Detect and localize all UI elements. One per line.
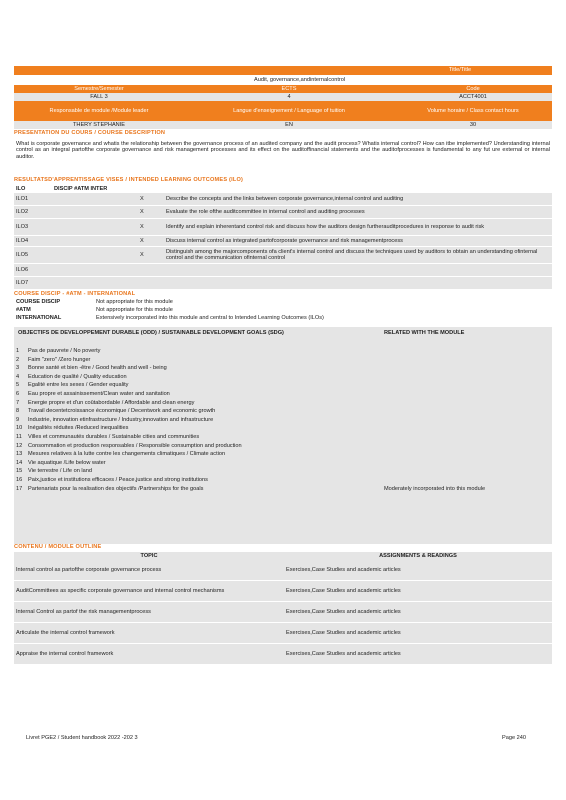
- sdg-item: [14, 451, 552, 460]
- assign-col-header: ASSIGNMENTS & READINGS: [379, 552, 457, 559]
- sdg-item: [14, 408, 552, 417]
- sdg-header-row: [14, 330, 552, 348]
- ilo-id: ILO7: [16, 279, 29, 286]
- page-footer: [26, 735, 526, 741]
- course-type-row: [14, 315, 552, 323]
- code-label: Code: [466, 85, 480, 92]
- sdg-block: [14, 327, 552, 544]
- sdg-number: 6: [16, 390, 20, 397]
- sdg-number: 5: [16, 382, 20, 389]
- content-assignment: Exercises,Case Studies and academic articles: [286, 566, 401, 573]
- sdg-number: 8: [16, 408, 20, 415]
- sdg-item: [14, 417, 552, 426]
- sdg-item: [14, 348, 552, 357]
- sdg-text: Eau propre et assainissement/Clean water and sanitation: [28, 390, 170, 397]
- ilo-id: ILO2: [16, 208, 29, 215]
- ilo-row: [14, 264, 552, 277]
- ilo-col-header: ILO: [16, 185, 26, 192]
- ilo-id: ILO4: [16, 237, 29, 244]
- sdg-list: [14, 348, 552, 494]
- content-assignment: Exercises,Case Studies and academic articles: [286, 587, 401, 594]
- semester-value: FALL 3: [90, 93, 108, 100]
- semester-label: Semestre/Semester: [74, 85, 124, 92]
- sdg-item: [14, 365, 552, 374]
- sdg-text: Vie aquatique /Life below water: [28, 459, 106, 466]
- sdg-number: 14: [16, 459, 23, 466]
- ilo-mid-col-header: DISCIP #ATM INTER: [54, 185, 108, 192]
- sdg-number: 3: [16, 365, 20, 372]
- ilo-description: Evaluate the role ofthe auditcommittee in internal control and auditing processes: [166, 208, 365, 215]
- content-assignment: Exercises,Case Studies and academic articles: [286, 629, 401, 636]
- content-row: [14, 602, 552, 623]
- content-header-row: [14, 552, 552, 560]
- ilo-mark: X: [140, 237, 144, 244]
- course-type-value: Not appropriate for this module: [96, 299, 173, 305]
- title-label: Title/Title: [448, 67, 472, 74]
- syllabus-page: [14, 66, 552, 665]
- course-type-label: COURSE DISCIP: [16, 299, 61, 305]
- sdg-number: 17: [16, 485, 23, 492]
- sdg-text: Faim "zero" /Zero hunger: [28, 356, 91, 363]
- sdg-number: 10: [16, 425, 23, 432]
- course-type-value: Extensively incorporated into this module and central to Intended Learning Outcomes (ILOs): [96, 315, 324, 321]
- topic-col-header: TOPIC: [140, 552, 158, 559]
- sdg-text: Pas de pauvrete / No poverty: [28, 348, 101, 354]
- ilo-id: ILO1: [16, 195, 29, 202]
- ilo-row: [14, 247, 552, 264]
- sdg-text: Consommation et production responsables / Responsible consumption and production: [28, 442, 242, 449]
- ilo-header-row: [14, 185, 552, 193]
- hours-label: Volume horaire / Class contact hours: [427, 107, 519, 114]
- content-row: [14, 581, 552, 602]
- course-type-row: [14, 299, 552, 307]
- sdg-text: Paix,justice et institutions efficaces / Peace,justice and strong institutions: [28, 476, 208, 483]
- content-topic: AuditCommittees as specific corporate governance and internal control mechanisms: [16, 587, 225, 594]
- ilo-row: [14, 236, 552, 247]
- sdg-title: OBJECTIFS DE DEVELOPPEMENT DURABLE (ODD) / SUSTAINABLE DEVELOPMENT GOALS (SDG): [18, 330, 284, 336]
- sdg-number: 2: [16, 356, 20, 363]
- ilo-row: [14, 277, 552, 290]
- ilo-id: ILO3: [16, 223, 29, 230]
- ilo-row: [14, 206, 552, 219]
- ects-label: ECTS: [281, 85, 297, 92]
- title-value: Audit, governance,andinternalcontrol: [254, 76, 346, 83]
- content-table: [14, 560, 552, 665]
- staff-value-row: [14, 121, 552, 129]
- sdg-item: [14, 460, 552, 469]
- sdg-item: [14, 477, 552, 486]
- responsible-value: THERY STEPHANIE: [72, 121, 125, 128]
- sdg-item: [14, 400, 552, 409]
- course-type-row: [14, 307, 552, 315]
- content-row: [14, 623, 552, 644]
- sdg-item: [14, 486, 552, 495]
- content-assignment: Exercises,Case Studies and academic articles: [286, 650, 401, 657]
- sdg-item: [14, 468, 552, 477]
- sdg-number: 1: [16, 348, 20, 354]
- ilo-title: RESULTATSD'APPRENTISSAGE VISES / INTENDED LEARNING OUTCOMES (ILO): [14, 177, 244, 183]
- sdg-number: 7: [16, 399, 20, 406]
- content-assignment: Exercises,Case Studies and academic articles: [286, 608, 401, 615]
- sdg-text: Partenariats pour la realisation des objectifs /Partnerships for the goals: [28, 485, 204, 492]
- staff-label-row: [14, 101, 552, 121]
- sdg-text: Mesures relatives à la lutte contre les changements climatiques / Climate action: [28, 451, 226, 458]
- sdg-text: Villes et communautés durables / Sustainable cities and communities: [28, 433, 200, 440]
- sdg-item: [14, 382, 552, 391]
- content-row: [14, 560, 552, 581]
- sdg-related-value: Moderately incorporated into this module: [384, 485, 486, 492]
- sdg-text: Energie propre et d'un coûtabordable / Affordable and clean energy: [28, 399, 195, 406]
- meta-value-row: [14, 93, 552, 101]
- sdg-item: [14, 443, 552, 452]
- ects-value: 4: [287, 93, 291, 100]
- meta-label-row: [14, 85, 552, 93]
- ilo-id: ILO6: [16, 266, 29, 273]
- responsible-label: Responsable de module /Module leader: [49, 107, 149, 114]
- code-value: ACCT4001: [459, 93, 487, 100]
- hours-value: 30: [469, 121, 477, 128]
- title-header-row: [14, 66, 552, 75]
- title-value-row: [14, 75, 552, 85]
- ilo-mark: X: [140, 223, 144, 230]
- sdg-text: Egalité entre les sexes / Gender equality: [28, 382, 129, 389]
- sdg-number: 16: [16, 476, 23, 483]
- ilo-table: [14, 193, 552, 290]
- sdg-number: 15: [16, 468, 23, 475]
- ilo-mark: X: [140, 208, 144, 215]
- course-type-table: [14, 299, 552, 323]
- sdg-item: [14, 357, 552, 366]
- sdg-related-label: RELATED WITH THE MODULE: [384, 330, 465, 336]
- ilo-description: Discuss internal control as integrated partofcorporate governance and risk managementprocess: [166, 237, 403, 244]
- ilo-id: ILO5: [16, 251, 29, 258]
- content-topic: Appraise the internal control framework: [16, 650, 114, 657]
- course-type-label: #ATM: [16, 307, 31, 313]
- sdg-text: Bonne santé et bien -être / Good health and well - being: [28, 365, 167, 372]
- language-label: Langue d'enseignement / Language of tuition: [233, 107, 345, 114]
- ilo-mark: X: [140, 195, 144, 202]
- sdg-number: 4: [16, 373, 20, 380]
- ilo-description: Distinguish among the majorcomponents ofa client's internal control and discuss the techniques used by auditors to obtain an understanding ofinternal control and the communication ofinternal control: [166, 248, 538, 261]
- sdg-item: [14, 374, 552, 383]
- content-title: CONTENU / MODULE OUTLINE: [14, 544, 102, 550]
- ilo-row: [14, 193, 552, 206]
- sdg-number: 9: [16, 416, 20, 423]
- sdg-item: [14, 391, 552, 400]
- content-topic: Internal Control as partof the risk managementprocess: [16, 608, 151, 615]
- sdg-number: 11: [16, 433, 22, 440]
- presentation-title: PRESENTATION DU COURS / COURSE DESCRIPTION: [14, 130, 166, 136]
- footer-page-number: Page 240: [502, 735, 526, 741]
- content-topic: Articulate the internal control framework: [16, 629, 115, 636]
- presentation-text: What is corporate governance and whatis the relationship between the governance process of an audited company and the audit process? Whatis internal control? How can itbe implemented? Understanding internal control as an integral partofthe corporate governance and risk management processes and its effect on the auditoffinancial statements and the auditofprocesses is fundamental to any fut ure external or internal auditor.: [16, 141, 550, 160]
- sdg-item: [14, 434, 552, 443]
- course-type-value: Not appropriate for this module: [96, 307, 173, 313]
- sdg-text: Education de qualité / Quality education: [28, 373, 127, 380]
- sdg-text: Industrie, innovation etinfrastructure / Industry,innovation and infrastructure: [28, 416, 214, 423]
- ilo-mark: X: [140, 251, 144, 258]
- sdg-text: Travail decentetcroissance économique / Decentwork and economic growth: [28, 408, 216, 415]
- sdg-number: 12: [16, 442, 23, 449]
- sdg-text: Vie terrestre / Life on land: [28, 468, 92, 475]
- ilo-description: Identify and explain inherentand control risk and discuss how the auditors design furtherauditprocedures in response to audit risk: [166, 223, 485, 230]
- sdg-number: 13: [16, 451, 23, 458]
- sdg-text: Inégalités réduites /Reduced inequalities: [28, 425, 129, 432]
- course-type-title: COURSE DISCIP - #ATM - INTERNATIONAL: [14, 291, 136, 297]
- language-value: EN: [285, 121, 293, 128]
- sdg-item: [14, 425, 552, 434]
- ilo-description: Describe the concepts and the links between corporate governance,internal control and auditing: [166, 195, 404, 202]
- content-topic: Internal control as partofthe corporate governance process: [16, 566, 162, 573]
- course-type-label: INTERNATIONAL: [16, 315, 62, 321]
- ilo-row: [14, 219, 552, 236]
- footer-left: Livret PGE2 / Student handbook 2022 -202 3: [26, 735, 138, 741]
- content-row: [14, 644, 552, 665]
